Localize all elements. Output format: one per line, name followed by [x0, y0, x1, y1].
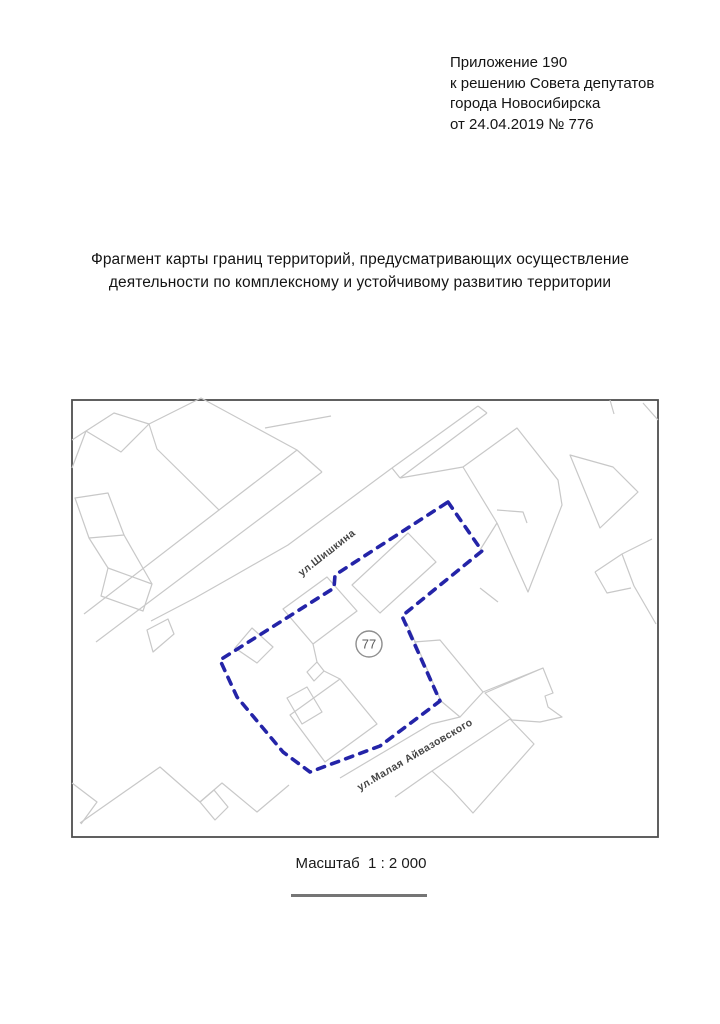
annex-line-3: города Новосибирска	[450, 95, 601, 112]
scale-caption: Масштаб 1 : 2 000	[295, 855, 427, 872]
page-title-line-1: Фрагмент карты границ территорий, предусматривающих осуществление	[90, 251, 630, 268]
page-title-line-2: деятельности по комплексному и устойчивому развитию территории	[108, 274, 612, 291]
scale-bar	[291, 894, 427, 897]
annex-line-1: Приложение 190	[450, 54, 568, 71]
map-badge-number: 77	[361, 636, 377, 652]
street-label-aivazovskogo: ул.Малая Айвазовского	[355, 716, 475, 794]
annex-line-4: от 24.04.2019 № 776	[450, 115, 594, 133]
annex-line-2: к решению Совета депутатов	[450, 74, 655, 92]
street-label-shishkina: ул.Шишкина	[296, 527, 358, 579]
map-frame	[72, 400, 658, 837]
map-territory-badge	[356, 631, 382, 657]
